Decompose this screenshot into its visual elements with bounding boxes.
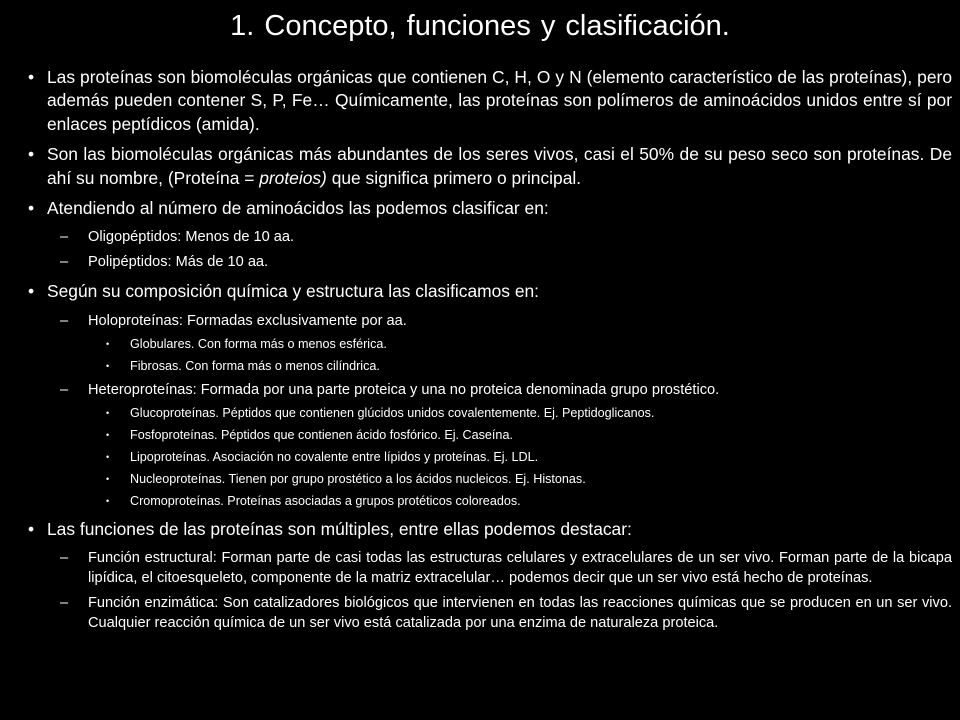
bullet-item: [28, 66, 952, 136]
sub-sub-item-text: Nucleoproteínas. Tienen por grupo prostético a los ácidos nucleicos. Ej. Histonas.: [130, 471, 586, 486]
dash-icon: –: [60, 381, 69, 398]
sub-sub-item: [28, 471, 952, 488]
sub-sub-item-text: Fosfoproteínas. Péptidos que contienen ácido fosfórico. Ej. Caseína.: [130, 427, 513, 442]
text-run: que significa primero o principal.: [326, 167, 582, 188]
bullet-icon: •: [28, 144, 35, 165]
sub-sub-item: [28, 358, 952, 375]
bullet-icon: •: [28, 67, 35, 87]
text-run: Son las biomoléculas orgánicas más abundantes de los seres vivos, casi el 50% de su peso seco son proteínas. De ahí su nombre, (Proteína =: [47, 144, 952, 188]
paragraph-composition: Las proteínas son biomoléculas orgánicas que contienen C, H, O y N (elemento característico de las proteínas), pero además pueden contener S, P, Fe… Químicamente, las proteínas son polímeros de aminoácidos unidos entre sí por enlaces peptídicos (amida).: [47, 67, 952, 134]
bullet-icon: •: [106, 473, 110, 484]
sub-item-text: Función estructural: Forman parte de casi todas las estructuras celulares y extracelulares de un ser vivo. Forman parte de la bicapa lipídica, el citoesqueleto, componente de la matriz extracelular… podemos decir que un ser vivo está hecho de proteínas.: [88, 550, 952, 587]
sub-item: [28, 252, 952, 272]
sub-item: [28, 227, 952, 247]
bullet-item: [28, 518, 952, 541]
bullet-icon: •: [106, 451, 110, 462]
sub-item-text: Heteroproteínas: Formada por una parte proteica y una no proteica denominada grupo prostético.: [88, 381, 720, 398]
sub-sub-item-text: Cromoproteínas. Proteínas asociadas a grupos protéticos coloreados.: [130, 493, 521, 508]
paragraph-abundance: [47, 144, 952, 187]
sub-item: [28, 593, 952, 633]
sub-item-text: Función enzimática: Son catalizadores biológicos que intervienen en todas las reacciones químicas que se producen en un ser vivo. Cualquier reacción química de un ser vivo está catalizada por una enzima de naturaleza proteica.: [88, 595, 952, 632]
bullet-icon: •: [28, 281, 35, 302]
bullet-icon: •: [28, 518, 35, 539]
sub-sub-item-text: Fibrosas. Con forma más o menos cilíndrica.: [130, 358, 380, 373]
sub-sub-item-text: Globulares. Con forma más o menos esférica.: [130, 336, 387, 351]
paragraph-functions: Las funciones de las proteínas son múltiples, entre ellas podemos destacar:: [47, 518, 632, 539]
dash-icon: –: [60, 312, 69, 329]
sub-sub-item: [28, 449, 952, 466]
bullet-item: [28, 197, 952, 220]
paragraph-classification-aa: Atendiendo al número de aminoácidos las podemos clasificar en:: [47, 198, 549, 219]
italic-term: proteios): [259, 167, 327, 188]
bullet-icon: •: [106, 360, 110, 371]
sub-item-text: Holoproteínas: Formadas exclusivamente por aa.: [88, 312, 407, 329]
bullet-item: [28, 143, 952, 190]
sub-sub-item: [28, 405, 952, 422]
bullet-item: [28, 280, 952, 303]
sub-sub-item-text: Lipoproteínas. Asociación no covalente entre lípidos y proteínas. Ej. LDL.: [130, 449, 539, 464]
sub-sub-item: [28, 427, 952, 444]
sub-item: [28, 380, 952, 400]
bullet-icon: •: [28, 198, 35, 219]
dash-icon: –: [60, 550, 69, 567]
sub-sub-item-text: Glucoproteínas. Péptidos que contienen glúcidos unidos covalentemente. Ej. Peptidoglicanos.: [130, 405, 655, 420]
sub-item: [28, 548, 952, 588]
slide-content: [28, 66, 952, 638]
sub-sub-item: [28, 336, 952, 353]
sub-sub-item: [28, 493, 952, 510]
bullet-icon: •: [106, 407, 110, 418]
paragraph-classification-composition: Según su composición química y estructura las clasificamos en:: [47, 281, 539, 302]
bullet-icon: •: [106, 429, 110, 440]
slide-title: 1. Concepto, funciones y clasificación.: [230, 10, 730, 42]
sub-item: [28, 311, 952, 331]
sub-item-text: Polipéptidos: Más de 10 aa.: [88, 254, 269, 271]
bullet-icon: •: [106, 338, 110, 349]
dash-icon: –: [60, 595, 69, 612]
sub-item-text: Oligopéptidos: Menos de 10 aa.: [88, 229, 295, 246]
dash-icon: –: [60, 229, 69, 246]
dash-icon: –: [60, 254, 69, 271]
bullet-icon: •: [106, 495, 110, 506]
